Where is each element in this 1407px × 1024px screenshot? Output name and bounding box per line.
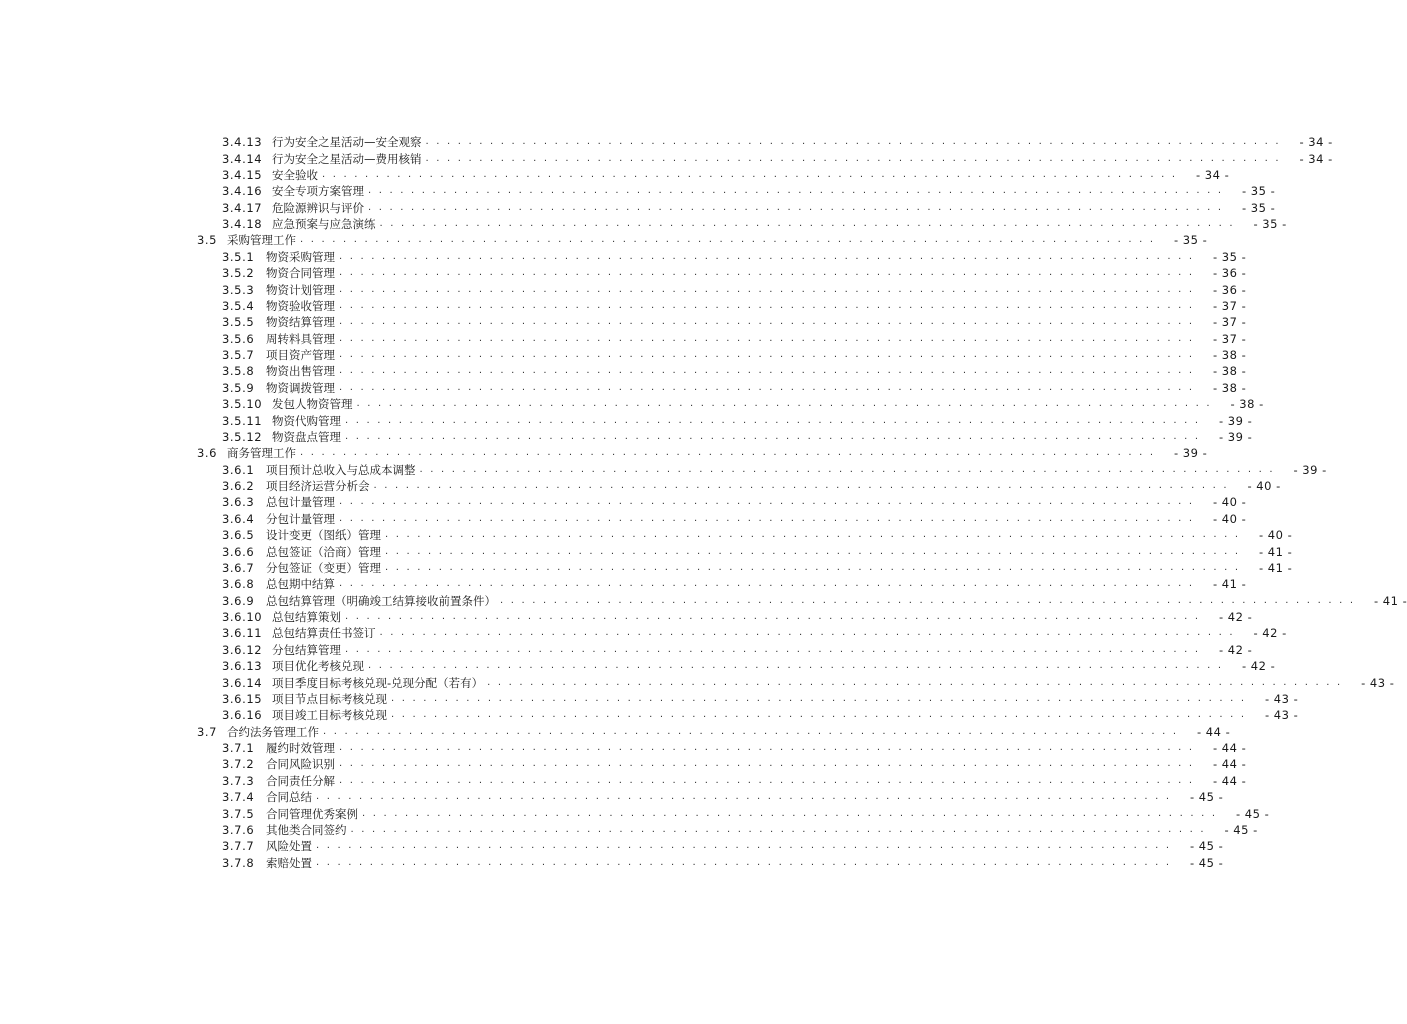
toc-entry-page-number: - 41 - xyxy=(1258,560,1293,575)
toc-subsection-entry[interactable] xyxy=(0,740,1247,756)
toc-entry-number: 3.4.16 xyxy=(222,184,263,199)
toc-subsection-entry[interactable] xyxy=(0,838,1224,854)
toc-subsection-entry[interactable] xyxy=(0,593,1407,609)
toc-entry-page-number: - 42 - xyxy=(1241,659,1276,674)
toc-subsection-entry[interactable] xyxy=(0,134,1333,150)
toc-entry-number: 3.5.6 xyxy=(222,331,255,346)
toc-subsection-entry[interactable] xyxy=(0,216,1287,232)
toc-subsection-entry[interactable] xyxy=(0,707,1299,723)
toc-entry-page-number: - 39 - xyxy=(1218,429,1253,444)
toc-subsection-entry[interactable] xyxy=(0,380,1247,396)
toc-entry-page-number: - 40 - xyxy=(1212,511,1247,526)
toc-section-entry[interactable] xyxy=(0,445,1208,461)
toc-entry-number: 3.4.13 xyxy=(222,135,263,150)
toc-entry-title: 商务管理工作 xyxy=(227,446,296,461)
toc-entry-page-number: - 37 - xyxy=(1212,315,1247,330)
toc-entry-title: 总包计量管理 xyxy=(266,495,335,510)
toc-entry-title: 合约法务管理工作 xyxy=(227,724,319,739)
toc-dot-leader: . . . . . . . . . . . . . . . . . . . . . . . . . . . . . . . . . . . . . . . . . . . . . . . . . . . . . . . . . . . . . . . . . . . . . . . . . . . . . . . . xyxy=(316,840,1172,852)
toc-entry-number: 3.6.6 xyxy=(222,544,255,559)
toc-subsection-entry[interactable] xyxy=(0,609,1253,625)
toc-entry-page-number: - 40 - xyxy=(1247,479,1281,494)
toc-entry-number: 3.7.1 xyxy=(222,741,255,756)
toc-subsection-entry[interactable] xyxy=(0,625,1287,641)
toc-subsection-entry[interactable] xyxy=(0,756,1247,772)
toc-entry-title: 合同管理优秀案例 xyxy=(266,806,358,821)
toc-entry-number: 3.6.3 xyxy=(222,495,255,510)
toc-entry-number: 3.5.3 xyxy=(222,282,255,297)
toc-dot-leader: . . . . . . . . . . . . . . . . . . . . . . . . . . . . . . . . . . . . . . . . . . . . . . . . . . . . . . . . . . . . . . . . . . . . . . . . . . . . . . . . xyxy=(345,430,1201,442)
toc-entry-title: 项目经济运营分析会 xyxy=(266,479,370,494)
toc-subsection-entry[interactable] xyxy=(0,527,1293,543)
toc-dot-leader: . . . . . . . . . . . . . . . . . . . . . . . . . . . . . . . . . . . . . . . . . . . . . . . . . . . . . . . . . . . . . . . . . . . . . . . . . . . . . . . . xyxy=(300,234,1156,246)
toc-dot-leader: . . . . . . . . . . . . . . . . . . . . . . . . . . . . . . . . . . . . . . . . . . . . . . . . . . . . . . . . . . . . . . . . . . . . . . . . . . . . . . . . xyxy=(362,807,1218,819)
toc-entry-title: 行为安全之星活动—安全观察 xyxy=(272,135,422,150)
toc-dot-leader: . . . . . . . . . . . . . . . . . . . . . . . . . . . . . . . . . . . . . . . . . . . . . . . . . . . . . . . . . . . . . . . . . . . . . . . . . . . . . . . . xyxy=(368,185,1224,197)
toc-subsection-entry[interactable] xyxy=(0,167,1230,183)
toc-entry-number: 3.7.6 xyxy=(222,822,255,837)
toc-entry-page-number: - 45 - xyxy=(1235,806,1270,821)
toc-entry-number: 3.6.15 xyxy=(222,691,263,706)
toc-entry-page-number: - 37 - xyxy=(1212,331,1247,346)
toc-entry-title: 合同风险识别 xyxy=(266,757,335,772)
toc-entry-page-number: - 44 - xyxy=(1212,741,1247,756)
toc-entry-number: 3.5 xyxy=(197,233,218,248)
toc-entry-number: 3.4.18 xyxy=(222,217,263,232)
toc-entry-title: 危险源辨识与评价 xyxy=(272,200,364,215)
toc-entry-title: 总包结算责任书签订 xyxy=(272,626,376,641)
toc-entry-page-number: - 41 - xyxy=(1212,577,1247,592)
toc-entry-number: 3.6.1 xyxy=(222,462,255,477)
toc-subsection-entry[interactable] xyxy=(0,462,1327,478)
toc-dot-leader: . . . . . . . . . . . . . . . . . . . . . . . . . . . . . . . . . . . . . . . . . . . . . . . . . . . . . . . . . . . . . . . . . . . . . . . . . . . . . . . . xyxy=(339,283,1195,295)
toc-dot-leader: . . . . . . . . . . . . . . . . . . . . . . . . . . . . . . . . . . . . . . . . . . . . . . . . . . . . . . . . . . . . . . . . . . . . . . . . . . . . . . . . xyxy=(322,168,1178,180)
toc-entry-page-number: - 37 - xyxy=(1212,298,1247,313)
toc-subsection-entry[interactable] xyxy=(0,543,1293,559)
toc-dot-leader: . . . . . . . . . . . . . . . . . . . . . . . . . . . . . . . . . . . . . . . . . . . . . . . . . . . . . . . . . . . . . . . . . . . . . . . . . . . . . . . . xyxy=(316,856,1172,868)
toc-entry-title: 总包期中结算 xyxy=(266,577,335,592)
toc-subsection-entry[interactable] xyxy=(0,576,1247,592)
toc-entry-page-number: - 45 - xyxy=(1224,822,1258,837)
toc-entry-title: 总包结算策划 xyxy=(272,610,341,625)
toc-subsection-entry[interactable] xyxy=(0,478,1281,494)
toc-entry-number: 3.4.15 xyxy=(222,167,263,182)
toc-entry-page-number: - 42 - xyxy=(1218,642,1253,657)
toc-subsection-entry[interactable] xyxy=(0,249,1247,265)
toc-subsection-entry[interactable] xyxy=(0,789,1224,805)
toc-subsection-entry[interactable] xyxy=(0,511,1247,527)
toc-entry-title: 履约时效管理 xyxy=(266,741,335,756)
toc-entry-page-number: - 44 - xyxy=(1212,757,1247,772)
toc-dot-leader: . . . . . . . . . . . . . . . . . . . . . . . . . . . . . . . . . . . . . . . . . . . . . . . . . . . . . . . . . . . . . . . . . . . . . . . . . . . . . . . . xyxy=(339,512,1195,524)
toc-dot-leader: . . . . . . . . . . . . . . . . . . . . . . . . . . . . . . . . . . . . . . . . . . . . . . . . . . . . . . . . . . . . . . . . . . . . . . . . . . . . . . . . xyxy=(373,480,1229,492)
toc-entry-page-number: - 45 - xyxy=(1189,790,1224,805)
toc-entry-title: 物资结算管理 xyxy=(266,315,335,330)
toc-dot-leader: . . . . . . . . . . . . . . . . . . . . . . . . . . . . . . . . . . . . . . . . . . . . . . . . . . . . . . . . . . . . . . . . . . . . . . . . . . . . . . . . xyxy=(345,414,1201,426)
toc-entry-title: 物资合同管理 xyxy=(266,266,335,281)
toc-entry-page-number: - 34 - xyxy=(1195,167,1230,182)
toc-dot-leader: . . . . . . . . . . . . . . . . . . . . . . . . . . . . . . . . . . . . . . . . . . . . . . . . . . . . . . . . . . . . . . . . . . . . . . . . . . . . . . . . xyxy=(345,643,1201,655)
toc-entry-number: 3.7.3 xyxy=(222,773,255,788)
toc-entry-title: 合同总结 xyxy=(266,790,312,805)
toc-entry-title: 项目预计总收入与总成本调整 xyxy=(266,462,416,477)
toc-entry-number: 3.7.5 xyxy=(222,806,255,821)
toc-entry-title: 行为安全之星活动—费用核销 xyxy=(272,151,422,166)
toc-entry-number: 3.5.11 xyxy=(222,413,263,428)
toc-entry-title: 物资调拨管理 xyxy=(266,380,335,395)
toc-dot-leader: . . . . . . . . . . . . . . . . . . . . . . . . . . . . . . . . . . . . . . . . . . . . . . . . . . . . . . . . . . . . . . . . . . . . . . . . . . . . . . . . xyxy=(339,381,1195,393)
toc-dot-leader: . . . . . . . . . . . . . . . . . . . . . . . . . . . . . . . . . . . . . . . . . . . . . . . . . . . . . . . . . . . . . . . . . . . . . . . . . . . . . . . . xyxy=(339,496,1195,508)
toc-entry-title: 风险处置 xyxy=(266,839,312,854)
toc-subsection-entry[interactable] xyxy=(0,331,1247,347)
toc-entry-page-number: - 44 - xyxy=(1196,724,1231,739)
toc-entry-number: 3.5.5 xyxy=(222,315,255,330)
toc-entry-number: 3.7.2 xyxy=(222,757,255,772)
toc-dot-leader: . . . . . . . . . . . . . . . . . . . . . . . . . . . . . . . . . . . . . . . . . . . . . . . . . . . . . . . . . . . . . . . . . . . . . . . . . . . . . . . . xyxy=(339,774,1195,786)
toc-subsection-entry[interactable] xyxy=(0,200,1276,216)
toc-subsection-entry[interactable] xyxy=(0,560,1293,576)
toc-dot-leader: . . . . . . . . . . . . . . . . . . . . . . . . . . . . . . . . . . . . . . . . . . . . . . . . . . . . . . . . . . . . . . . . . . . . . . . . . . . . . . . . xyxy=(379,627,1235,639)
toc-dot-leader: . . . . . . . . . . . . . . . . . . . . . . . . . . . . . . . . . . . . . . . . . . . . . . . . . . . . . . . . . . . . . . . . . . . . . . . . . . . . . . . . xyxy=(339,349,1195,361)
toc-dot-leader: . . . . . . . . . . . . . . . . . . . . . . . . . . . . . . . . . . . . . . . . . . . . . . . . . . . . . . . . . . . . . . . . . . . . . . . . . . . . . . . . xyxy=(368,660,1224,672)
toc-entry-page-number: - 45 - xyxy=(1189,839,1224,854)
toc-dot-leader: . . . . . . . . . . . . . . . . . . . . . . . . . . . . . . . . . . . . . . . . . . . . . . . . . . . . . . . . . . . . . . . . . . . . . . . . . . . . . . . . xyxy=(425,152,1281,164)
toc-dot-leader: . . . . . . . . . . . . . . . . . . . . . . . . . . . . . . . . . . . . . . . . . . . . . . . . . . . . . . . . . . . . . . . . . . . . . . . . . . . . . . . . xyxy=(339,758,1195,770)
toc-dot-leader: . . . . . . . . . . . . . . . . . . . . . . . . . . . . . . . . . . . . . . . . . . . . . . . . . . . . . . . . . . . . . . . . . . . . . . . . . . . . . . . . xyxy=(345,611,1201,623)
toc-entry-page-number: - 44 - xyxy=(1212,773,1247,788)
toc-entry-number: 3.7.4 xyxy=(222,790,255,805)
toc-subsection-entry[interactable] xyxy=(0,314,1247,330)
toc-entry-title: 物资验收管理 xyxy=(266,298,335,313)
toc-entry-number: 3.6.10 xyxy=(222,610,263,625)
toc-subsection-entry[interactable] xyxy=(0,363,1247,379)
toc-subsection-entry[interactable] xyxy=(0,805,1270,821)
toc-entry-number: 3.6.4 xyxy=(222,511,255,526)
toc-entry-title: 索赔处置 xyxy=(266,855,312,870)
toc-entry-page-number: - 35 - xyxy=(1241,200,1276,215)
toc-entry-number: 3.5.10 xyxy=(222,397,263,412)
toc-entry-number: 3.4.14 xyxy=(222,151,263,166)
toc-entry-page-number: - 43 - xyxy=(1264,691,1299,706)
toc-dot-leader: . . . . . . . . . . . . . . . . . . . . . . . . . . . . . . . . . . . . . . . . . . . . . . . . . . . . . . . . . . . . . . . . . . . . . . . . . . . . . . . . xyxy=(339,365,1195,377)
toc-dot-leader: . . . . . . . . . . . . . . . . . . . . . . . . . . . . . . . . . . . . . . . . . . . . . . . . . . . . . . . . . . . . . . . . . . . . . . . . . . . . . . . . xyxy=(339,578,1195,590)
toc-subsection-entry[interactable] xyxy=(0,494,1247,510)
toc-entry-title: 其他类合同签约 xyxy=(266,822,347,837)
toc-entry-title: 安全验收 xyxy=(272,167,318,182)
toc-entry-title: 分包签证（变更）管理 xyxy=(266,560,381,575)
toc-subsection-entry[interactable] xyxy=(0,674,1395,690)
toc-entry-page-number: - 40 - xyxy=(1258,528,1293,543)
toc-dot-leader: . . . . . . . . . . . . . . . . . . . . . . . . . . . . . . . . . . . . . . . . . . . . . . . . . . . . . . . . . . . . . . . . . . . . . . . . . . . . . . . . xyxy=(385,545,1241,557)
toc-entry-page-number: - 36 - xyxy=(1212,282,1247,297)
toc-dot-leader: . . . . . . . . . . . . . . . . . . . . . . . . . . . . . . . . . . . . . . . . . . . . . . . . . . . . . . . . . . . . . . . . . . . . . . . . . . . . . . . . xyxy=(425,136,1281,148)
toc-entry-title: 采购管理工作 xyxy=(227,233,296,248)
toc-entry-number: 3.6.13 xyxy=(222,659,263,674)
toc-entry-number: 3.7 xyxy=(197,724,218,739)
toc-entry-title: 分包结算管理 xyxy=(272,642,341,657)
toc-dot-leader: . . . . . . . . . . . . . . . . . . . . . . . . . . . . . . . . . . . . . . . . . . . . . . . . . . . . . . . . . . . . . . . . . . . . . . . . . . . . . . . . xyxy=(339,299,1195,311)
toc-subsection-entry[interactable] xyxy=(0,658,1276,674)
toc-entry-number: 3.5.1 xyxy=(222,249,255,264)
toc-entry-page-number: - 34 - xyxy=(1299,135,1333,150)
toc-dot-leader: . . . . . . . . . . . . . . . . . . . . . . . . . . . . . . . . . . . . . . . . . . . . . . . . . . . . . . . . . . . . . . . . . . . . . . . . . . . . . . . . xyxy=(356,398,1212,410)
toc-entry-title: 物资计划管理 xyxy=(266,282,335,297)
toc-dot-leader: . . . . . . . . . . . . . . . . . . . . . . . . . . . . . . . . . . . . . . . . . . . . . . . . . . . . . . . . . . . . . . . . . . . . . . . . . . . . . . . . xyxy=(339,332,1195,344)
toc-entry-number: 3.5.7 xyxy=(222,348,255,363)
toc-entry-title: 项目节点目标考核兑现 xyxy=(272,691,387,706)
toc-dot-leader: . . . . . . . . . . . . . . . . . . . . . . . . . . . . . . . . . . . . . . . . . . . . . . . . . . . . . . . . . . . . . . . . . . . . . . . . . . . . . . . . xyxy=(391,692,1247,704)
toc-entry-title: 物资盘点管理 xyxy=(272,429,341,444)
toc-entry-number: 3.6 xyxy=(197,446,218,461)
toc-entry-number: 3.6.11 xyxy=(222,626,263,641)
toc-entry-page-number: - 36 - xyxy=(1212,266,1247,281)
toc-entry-title: 应急预案与应急演练 xyxy=(272,217,376,232)
toc-entry-page-number: - 41 - xyxy=(1373,593,1407,608)
toc-entry-page-number: - 38 - xyxy=(1230,397,1264,412)
toc-entry-number: 3.5.12 xyxy=(222,429,263,444)
toc-entry-number: 3.5.8 xyxy=(222,364,255,379)
toc-entry-title: 物资代购管理 xyxy=(272,413,341,428)
toc-entry-title: 物资出售管理 xyxy=(266,364,335,379)
toc-dot-leader: . . . . . . . . . . . . . . . . . . . . . . . . . . . . . . . . . . . . . . . . . . . . . . . . . . . . . . . . . . . . . . . . . . . . . . . . . . . . . . . . xyxy=(487,676,1343,688)
toc-subsection-entry[interactable] xyxy=(0,183,1276,199)
toc-entry-page-number: - 43 - xyxy=(1361,675,1395,690)
toc-dot-leader: . . . . . . . . . . . . . . . . . . . . . . . . . . . . . . . . . . . . . . . . . . . . . . . . . . . . . . . . . . . . . . . . . . . . . . . . . . . . . . . . xyxy=(379,218,1235,230)
toc-entry-page-number: - 35 - xyxy=(1173,233,1208,248)
toc-entry-number: 3.5.4 xyxy=(222,298,255,313)
toc-dot-leader: . . . . . . . . . . . . . . . . . . . . . . . . . . . . . . . . . . . . . . . . . . . . . . . . . . . . . . . . . . . . . . . . . . . . . . . . . . . . . . . . xyxy=(385,561,1241,573)
toc-subsection-entry[interactable] xyxy=(0,429,1253,445)
toc-entry-title: 发包人物资管理 xyxy=(272,397,353,412)
toc-dot-leader: . . . . . . . . . . . . . . . . . . . . . . . . . . . . . . . . . . . . . . . . . . . . . . . . . . . . . . . . . . . . . . . . . . . . . . . . . . . . . . . . xyxy=(339,267,1195,279)
toc-entry-number: 3.6.14 xyxy=(222,675,263,690)
toc-entry-number: 3.6.8 xyxy=(222,577,255,592)
toc-entry-title: 总包签证（洽商）管理 xyxy=(266,544,381,559)
toc-entry-page-number: - 39 - xyxy=(1293,462,1327,477)
toc-section-entry[interactable] xyxy=(0,232,1208,248)
toc-entry-page-number: - 35 - xyxy=(1212,249,1247,264)
toc-entry-number: 3.7.7 xyxy=(222,839,255,854)
toc-entry-title: 周转料具管理 xyxy=(266,331,335,346)
toc-dot-leader: . . . . . . . . . . . . . . . . . . . . . . . . . . . . . . . . . . . . . . . . . . . . . . . . . . . . . . . . . . . . . . . . . . . . . . . . . . . . . . . . xyxy=(350,823,1206,835)
toc-dot-leader: . . . . . . . . . . . . . . . . . . . . . . . . . . . . . . . . . . . . . . . . . . . . . . . . . . . . . . . . . . . . . . . . . . . . . . . . . . . . . . . . xyxy=(339,742,1195,754)
toc-entry-title: 合同责任分解 xyxy=(266,773,335,788)
toc-entry-number: 3.6.2 xyxy=(222,479,255,494)
toc-entry-page-number: - 42 - xyxy=(1253,626,1287,641)
toc-subsection-entry[interactable] xyxy=(0,281,1247,297)
toc-entry-title: 安全专项方案管理 xyxy=(272,184,364,199)
toc-subsection-entry[interactable] xyxy=(0,265,1247,281)
toc-entry-page-number: - 40 - xyxy=(1212,495,1247,510)
toc-entry-page-number: - 39 - xyxy=(1173,446,1208,461)
toc-dot-leader: . . . . . . . . . . . . . . . . . . . . . . . . . . . . . . . . . . . . . . . . . . . . . . . . . . . . . . . . . . . . . . . . . . . . . . . . . . . . . . . . xyxy=(300,447,1156,459)
toc-dot-leader: . . . . . . . . . . . . . . . . . . . . . . . . . . . . . . . . . . . . . . . . . . . . . . . . . . . . . . . . . . . . . . . . . . . . . . . . . . . . . . . . xyxy=(323,725,1179,737)
toc-entry-page-number: - 35 - xyxy=(1253,217,1287,232)
toc-entry-number: 3.6.7 xyxy=(222,560,255,575)
toc-entry-page-number: - 38 - xyxy=(1212,364,1247,379)
toc-entry-title: 设计变更（图纸）管理 xyxy=(266,528,381,543)
toc-entry-page-number: - 45 - xyxy=(1189,855,1224,870)
toc-entry-number: 3.5.2 xyxy=(222,266,255,281)
toc-section-entry[interactable] xyxy=(0,724,1231,740)
toc-subsection-entry[interactable] xyxy=(0,822,1258,838)
toc-dot-leader: . . . . . . . . . . . . . . . . . . . . . . . . . . . . . . . . . . . . . . . . . . . . . . . . . . . . . . . . . . . . . . . . . . . . . . . . . . . . . . . . xyxy=(500,594,1356,606)
toc-entry-page-number: - 38 - xyxy=(1212,348,1247,363)
toc-entry-title: 项目竣工目标考核兑现 xyxy=(272,708,387,723)
toc-dot-leader: . . . . . . . . . . . . . . . . . . . . . . . . . . . . . . . . . . . . . . . . . . . . . . . . . . . . . . . . . . . . . . . . . . . . . . . . . . . . . . . . xyxy=(419,463,1275,475)
toc-entry-number: 3.4.17 xyxy=(222,200,263,215)
toc-subsection-entry[interactable] xyxy=(0,298,1247,314)
table-of-contents xyxy=(0,134,1407,871)
toc-entry-page-number: - 39 - xyxy=(1218,413,1253,428)
toc-entry-page-number: - 43 - xyxy=(1264,708,1299,723)
toc-entry-title: 分包计量管理 xyxy=(266,511,335,526)
toc-dot-leader: . . . . . . . . . . . . . . . . . . . . . . . . . . . . . . . . . . . . . . . . . . . . . . . . . . . . . . . . . . . . . . . . . . . . . . . . . . . . . . . . xyxy=(385,529,1241,541)
toc-entry-number: 3.7.8 xyxy=(222,855,255,870)
toc-dot-leader: . . . . . . . . . . . . . . . . . . . . . . . . . . . . . . . . . . . . . . . . . . . . . . . . . . . . . . . . . . . . . . . . . . . . . . . . . . . . . . . . xyxy=(368,201,1224,213)
toc-entry-title: 物资采购管理 xyxy=(266,249,335,264)
toc-entry-page-number: - 35 - xyxy=(1241,184,1276,199)
toc-entry-title: 项目优化考核兑现 xyxy=(272,659,364,674)
toc-subsection-entry[interactable] xyxy=(0,691,1299,707)
toc-entry-page-number: - 42 - xyxy=(1218,610,1253,625)
toc-entry-title: 项目资产管理 xyxy=(266,348,335,363)
toc-subsection-entry[interactable] xyxy=(0,855,1224,871)
toc-subsection-entry[interactable] xyxy=(0,773,1247,789)
toc-subsection-entry[interactable] xyxy=(0,347,1247,363)
toc-dot-leader: . . . . . . . . . . . . . . . . . . . . . . . . . . . . . . . . . . . . . . . . . . . . . . . . . . . . . . . . . . . . . . . . . . . . . . . . . . . . . . . . xyxy=(391,709,1247,721)
toc-subsection-entry[interactable] xyxy=(0,150,1333,166)
toc-entry-number: 3.6.5 xyxy=(222,528,255,543)
toc-dot-leader: . . . . . . . . . . . . . . . . . . . . . . . . . . . . . . . . . . . . . . . . . . . . . . . . . . . . . . . . . . . . . . . . . . . . . . . . . . . . . . . . xyxy=(316,791,1172,803)
toc-entry-number: 3.6.12 xyxy=(222,642,263,657)
toc-entry-page-number: - 34 - xyxy=(1299,151,1333,166)
toc-entry-page-number: - 38 - xyxy=(1212,380,1247,395)
toc-entry-number: 3.6.16 xyxy=(222,708,263,723)
toc-dot-leader: . . . . . . . . . . . . . . . . . . . . . . . . . . . . . . . . . . . . . . . . . . . . . . . . . . . . . . . . . . . . . . . . . . . . . . . . . . . . . . . . xyxy=(339,250,1195,262)
toc-subsection-entry[interactable] xyxy=(0,642,1253,658)
toc-subsection-entry[interactable] xyxy=(0,396,1264,412)
toc-entry-number: 3.5.9 xyxy=(222,380,255,395)
toc-entry-number: 3.6.9 xyxy=(222,593,255,608)
toc-dot-leader: . . . . . . . . . . . . . . . . . . . . . . . . . . . . . . . . . . . . . . . . . . . . . . . . . . . . . . . . . . . . . . . . . . . . . . . . . . . . . . . . xyxy=(339,316,1195,328)
toc-entry-title: 项目季度目标考核兑现-兑现分配（若有） xyxy=(272,675,484,690)
toc-entry-title: 总包结算管理（明确竣工结算接收前置条件） xyxy=(266,593,496,608)
toc-subsection-entry[interactable] xyxy=(0,412,1253,428)
toc-entry-page-number: - 41 - xyxy=(1258,544,1293,559)
